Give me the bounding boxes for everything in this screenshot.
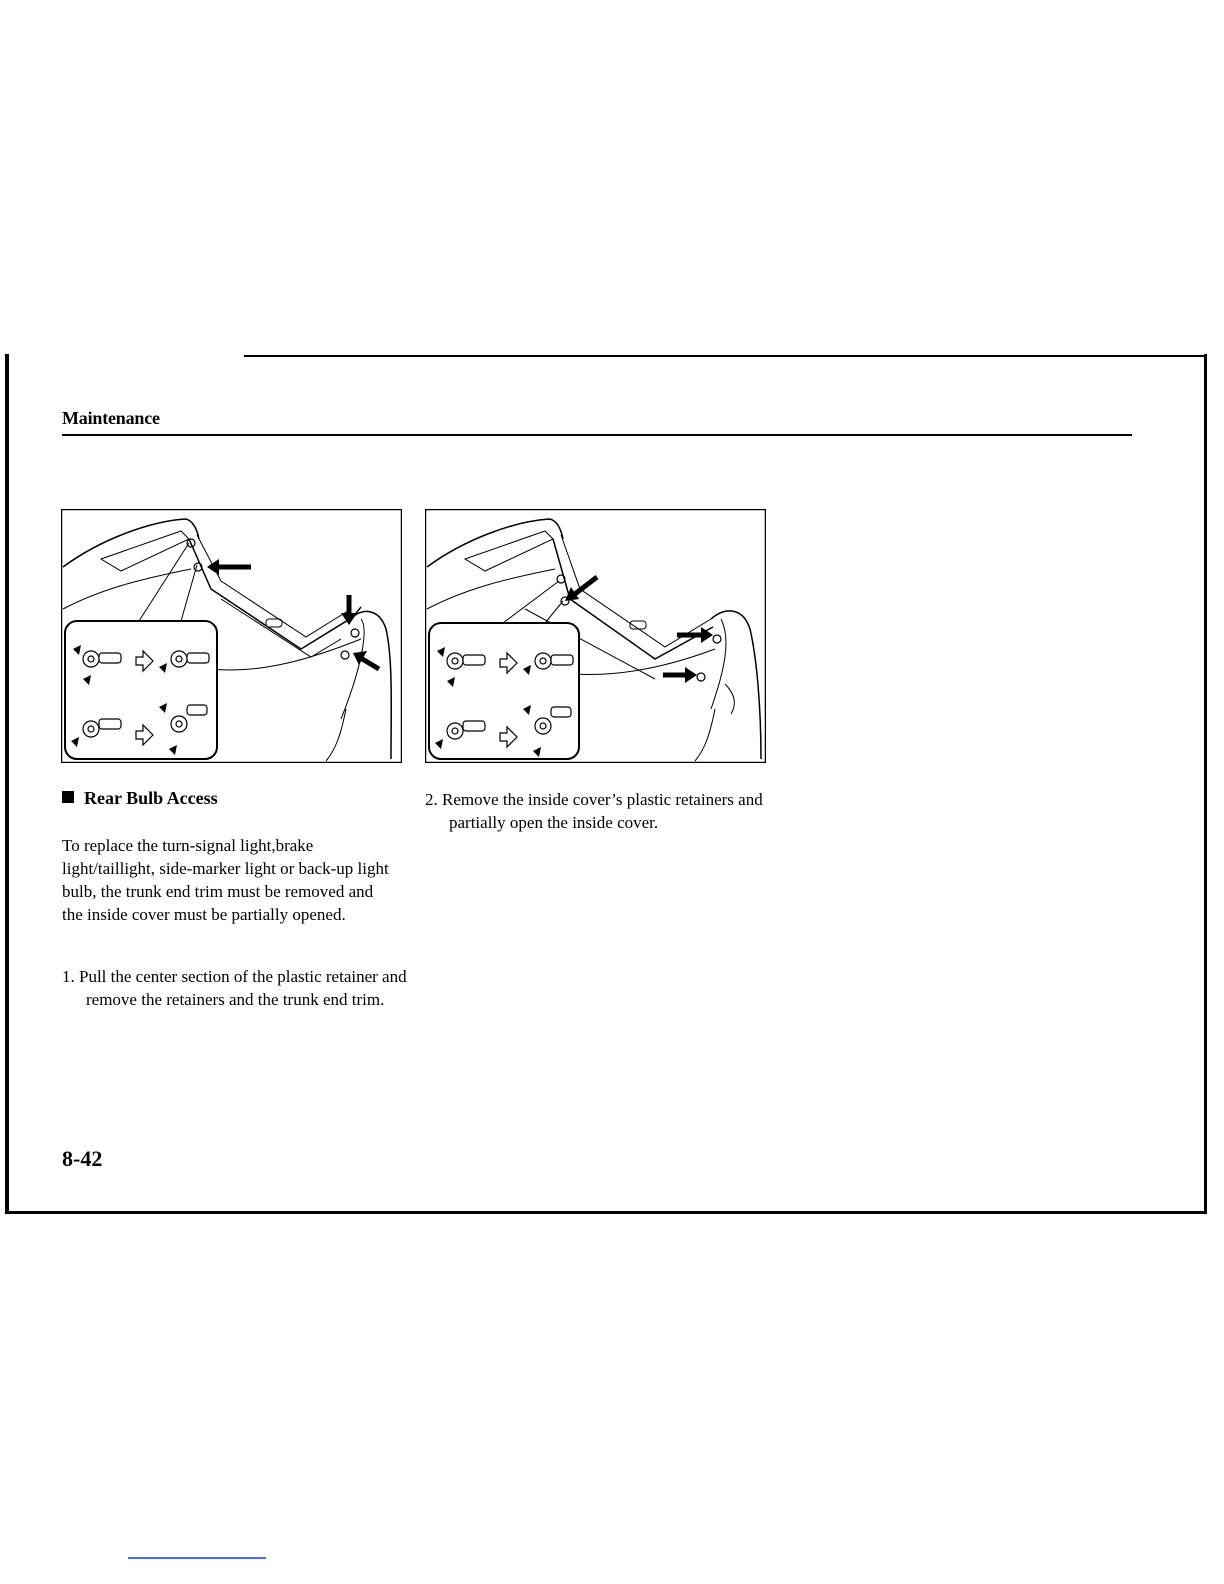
step-1: 1. Pull the center section of the plastic retainer and remove the retainers and the trunk end trim. [62, 967, 407, 1009]
page-number: 8-42 [62, 1146, 103, 1171]
page-frame [5, 354, 1207, 1214]
bottom-mark [128, 1557, 266, 1559]
heading-text: Rear Bulb Access [84, 788, 218, 808]
trunk-end-trim-figure [61, 509, 402, 763]
square-bullet-icon [62, 791, 74, 803]
rear-bulb-access-heading [62, 788, 218, 809]
inside-cover-figure [425, 509, 766, 763]
intro-paragraph: To replace the turn-signal light,brake light/taillight, side-marker light or back-up light bulb, the trunk end trim must be removed and the inside cover must be partially opened. [62, 836, 389, 924]
section-title: Maintenance [62, 408, 160, 428]
section-rule [62, 434, 1132, 436]
inside-cover-illustration [425, 509, 766, 763]
trunk-end-trim-illustration [61, 509, 402, 763]
step-2: 2. Remove the inside cover’s plastic retainers and partially open the inside cover. [425, 790, 763, 832]
top-rule [244, 355, 1206, 357]
